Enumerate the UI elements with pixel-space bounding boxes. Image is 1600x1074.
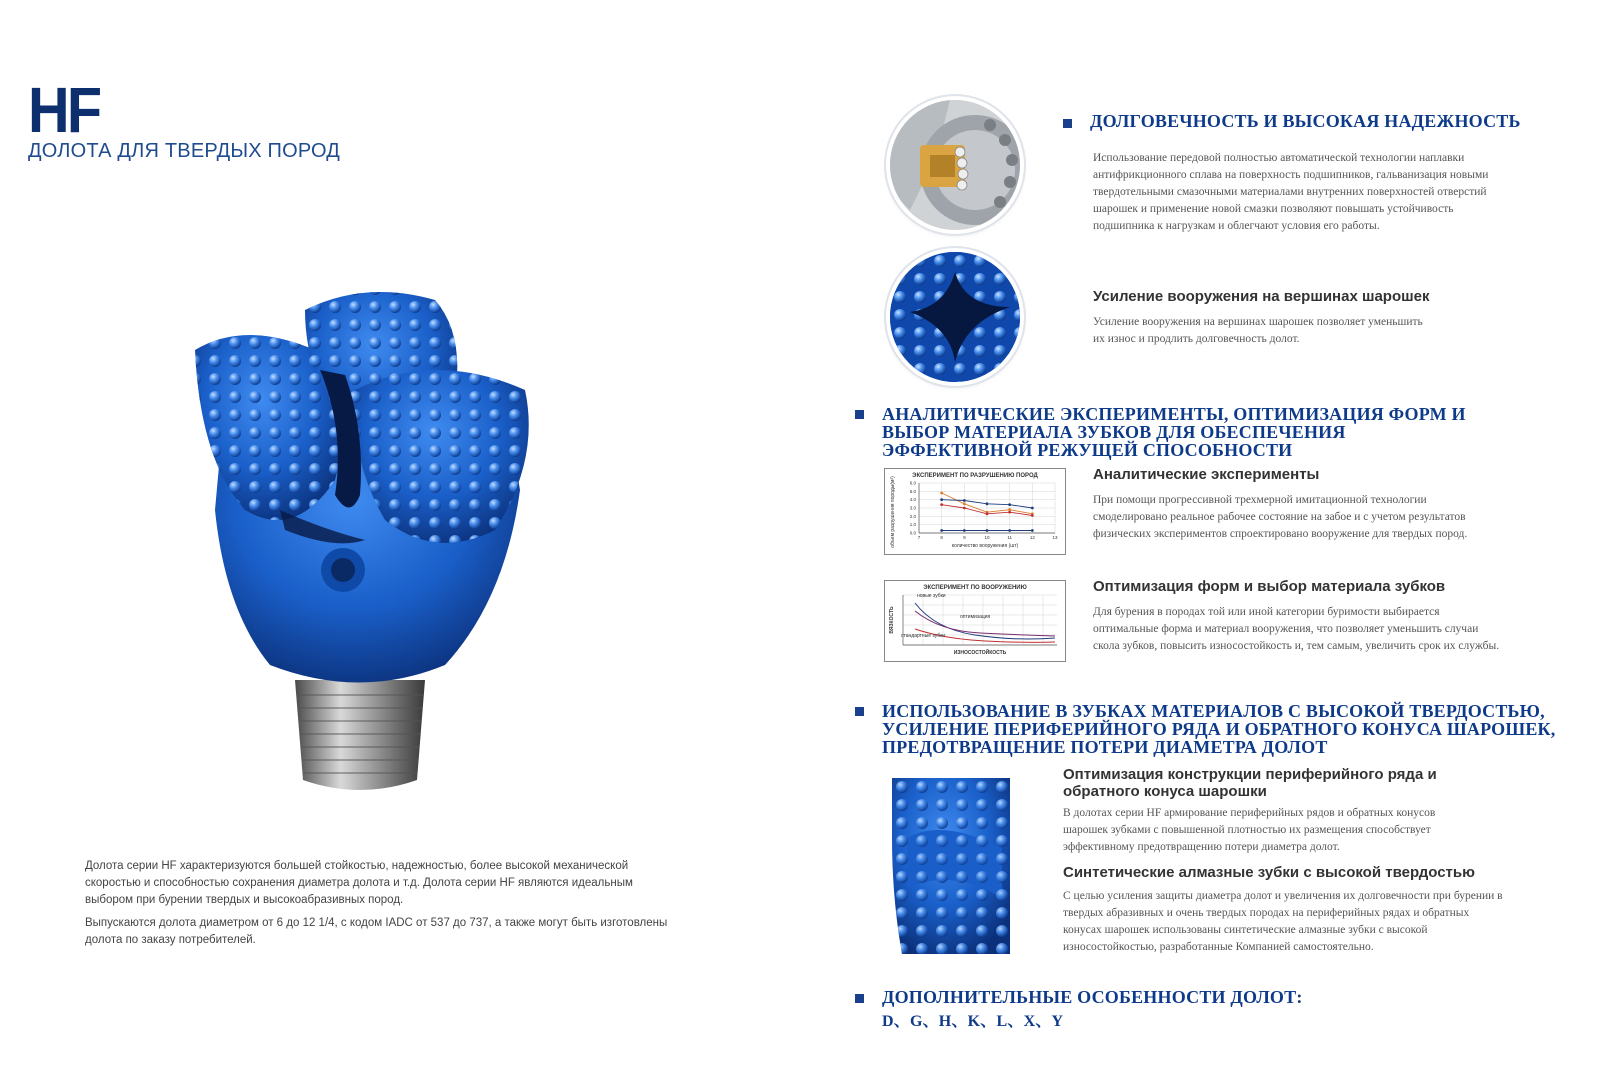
chart2-xlabel: ИЗНОСОСТОЙКОСТЬ xyxy=(953,650,1007,656)
x-tick-label: 12 xyxy=(1029,535,1035,540)
data-point xyxy=(963,499,966,502)
x-tick-label: 13 xyxy=(1052,535,1058,540)
x-tick-label: 7 xyxy=(917,535,921,540)
data-point xyxy=(963,529,966,532)
section4-title: ДОПОЛНИТЕЛЬНЫЕ ОСОБЕННОСТИ ДОЛОТ: xyxy=(882,987,1303,1007)
section2-b-title: Оптимизация форм и выбор материала зубков xyxy=(1093,578,1446,595)
rock-destruction-chart xyxy=(884,468,1066,555)
section1-sub-text: Усиление вооружения на вершинах шарошек позволяет уменьшить их износ и продлить долговечность долот. xyxy=(1093,316,1423,345)
data-point xyxy=(1031,529,1034,532)
data-point xyxy=(1031,507,1034,510)
chart1-title: ЭКСПЕРИМЕНТ ПО РАЗРУШЕНИЮ ПОРОД xyxy=(912,473,1038,479)
bearing-closeup-image xyxy=(890,100,1020,230)
section1-text: Использование передовой полностью автоматической технологии наплавки антифрикционного сплава на поверхность подшипников, гальванизация новыми твердотельными смазочными материалами внутренних поверхностей отверстий шарошек и применение новой смазки позволяют повышать устойчивость подшипника к нагрузкам и облегчают условия его работы. xyxy=(1093,152,1489,232)
chart2-ylabel: ВЯЗКОСТЬ xyxy=(889,606,895,634)
section1-sub-title: Усиление вооружения на вершинах шарошек xyxy=(1093,288,1430,305)
bullet-square xyxy=(1063,119,1072,128)
section3-a-text: В долотах серии HF армирование периферийных рядов и обратных конусов шарошек зубками с повышенной плотностью их размещения способствует эффективному предотвращению потери диаметра долот. xyxy=(1063,807,1436,853)
gauge-row-image xyxy=(892,778,1010,954)
y-tick-label: 3.0 xyxy=(909,505,916,511)
page-subtitle: ДОЛОТА ДЛЯ ТВЕРДЫХ ПОРОД xyxy=(28,140,341,162)
bullet-square xyxy=(855,410,864,419)
data-point xyxy=(1008,508,1011,511)
section2-a-title: Аналитические эксперименты xyxy=(1093,466,1320,483)
data-point xyxy=(940,498,943,501)
section3-b-text: С целью усиления защиты диаметра долот и увеличения их долговечности при бурении в твердых абразивных и очень твердых породах на периферийных рядах и обратных конусах шарошек использованы синтетические алмазные зубки с высокой износостойкостью, разработанные Компанией самостоятельно. xyxy=(1063,890,1503,953)
y-tick-label: 1.0 xyxy=(909,522,916,528)
y-tick-label: 5.0 xyxy=(909,488,916,494)
annotation-new-teeth: новые зубки xyxy=(917,593,946,599)
x-tick-label: 8 xyxy=(940,535,943,540)
section1-title: ДОЛГОВЕЧНОСТЬ И ВЫСОКАЯ НАДЕЖНОСТЬ xyxy=(1090,111,1521,131)
data-point xyxy=(940,529,943,532)
data-point xyxy=(963,502,966,505)
y-tick-label: 2.0 xyxy=(909,513,916,519)
section3-title: ИСПОЛЬЗОВАНИЕ В ЗУБКАХ МАТЕРИАЛОВ С ВЫСОКОЙ ТВЕРДОСТЬЮ, УСИЛЕНИЕ ПЕРИФЕРИЙНОГО РЯДА И ОБРАТНОГО КОНУСА ШАРОШЕК, ПРЕДОТВРАЩЕНИЕ ПОТЕРИ ДИАМЕТРА ДОЛОТ xyxy=(882,701,1556,757)
section2-a-text: При помощи прогрессивной трехмерной имитационной технологии смоделировано реальное рабочее состояние на забое и с учетом результатов физических экспериментов спроектировано вооружение для твердых пород. xyxy=(1093,494,1468,540)
data-point xyxy=(1008,503,1011,506)
series-logo: HF xyxy=(28,74,100,146)
annotation-standard-teeth: стандартные зубки xyxy=(901,633,946,639)
bullet-square xyxy=(855,994,864,1003)
data-point xyxy=(1008,511,1011,514)
section2-title: АНАЛИТИЧЕСКИЕ ЭКСПЕРИМЕНТЫ, ОПТИМИЗАЦИЯ ФОРМ И ВЫБОР МАТЕРИАЛА ЗУБКОВ ДЛЯ ОБЕСПЕЧЕНИЯ ЭФФЕКТИВНОЙ РЕЖУЩЕЙ СПОСОБНОСТИ xyxy=(882,404,1466,460)
teeth-experiment-chart xyxy=(884,580,1066,662)
data-point xyxy=(1031,514,1034,517)
x-tick-label: 10 xyxy=(984,535,990,540)
data-point xyxy=(940,492,943,495)
annotation-optimization: оптимизация xyxy=(960,614,991,620)
data-point xyxy=(963,507,966,510)
section2-b-text: Для бурения в породах той или иной категории буримости выбирается оптимальные форма и материал вооружения, что позволяет уменьшить случаи скола зубков, повысить износостойкость и, тем самым, увеличить срок их службы. xyxy=(1093,606,1500,652)
cone-tips-image xyxy=(890,252,1020,382)
data-point xyxy=(940,503,943,506)
data-point xyxy=(1008,529,1011,532)
chart1-xlabel: количество вооружения (шт) xyxy=(951,543,1019,549)
y-tick-label: 4.0 xyxy=(909,497,916,503)
tricone-bit-image xyxy=(185,280,545,805)
section3-a-title: Оптимизация конструкции периферийного ряда и обратного конуса шарошки xyxy=(1063,766,1437,800)
chart2-title: ЭКСПЕРИМЕНТ ПО ВООРУЖЕНИЮ xyxy=(923,585,1027,591)
x-tick-label: 11 xyxy=(1007,535,1013,540)
bullet-square xyxy=(855,707,864,716)
data-point xyxy=(986,529,989,532)
section3-b-title: Синтетические алмазные зубки с высокой твердостью xyxy=(1063,864,1475,881)
x-tick-label: 9 xyxy=(963,535,966,540)
chart1-ylabel: объем разрушения породы(м³) xyxy=(890,476,896,548)
data-point xyxy=(986,502,989,505)
feature-codes: D、G、H、K、L、X、Y xyxy=(882,1013,1064,1030)
y-tick-label: 0.0 xyxy=(909,530,916,536)
intro-paragraph-1: Долота серии HF характеризуются большей стойкостью, надежностью, более высокой механической скоростью и способностью сохранения диаметра долота и т.д. Долота серии HF являются идеальным выбором при бурении твердых и высокоабразивных пород. xyxy=(85,860,633,906)
intro-paragraph-2: Выпускаются долота диаметром от 6 до 12 1/4, с кодом IADC от 537 до 737, а также могут быть изготовлены долота по заказу потребителей. xyxy=(85,917,668,946)
y-tick-label: 6.0 xyxy=(909,480,916,486)
data-point xyxy=(986,512,989,515)
